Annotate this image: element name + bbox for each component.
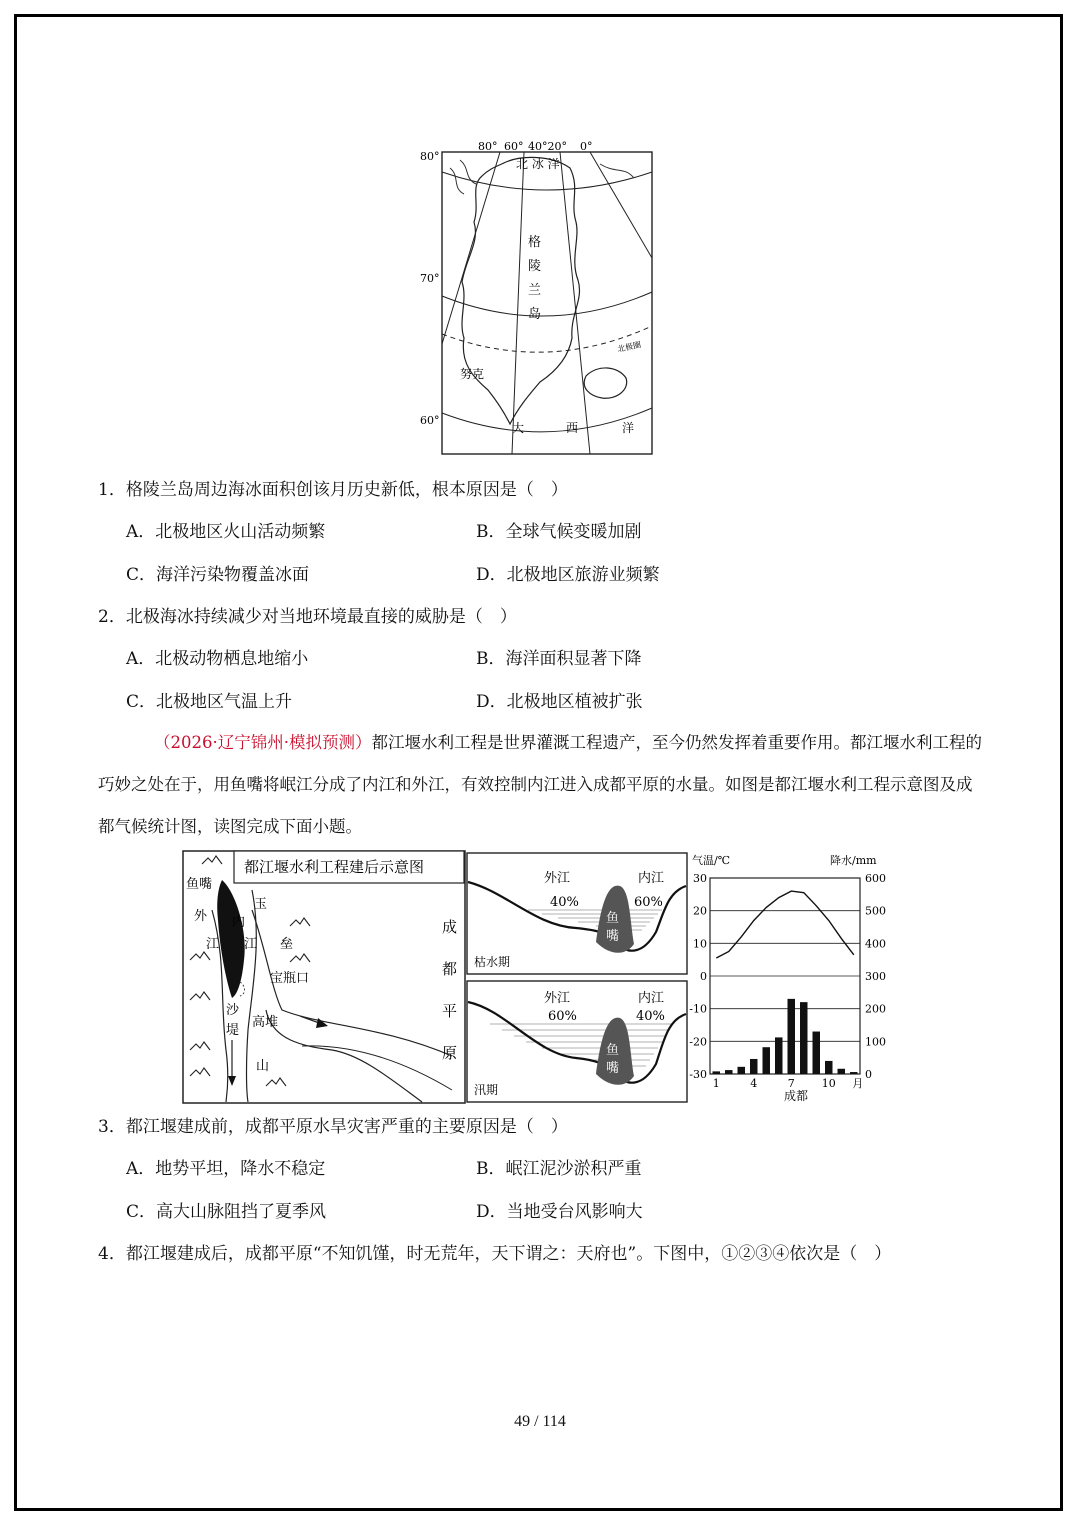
flood-inner-label: 内江 [638,991,665,1006]
q3-option-b[interactable]: B．岷江泥沙淤积严重 [476,1159,642,1179]
temp-tick-label: 0 [700,970,707,983]
precip-bar [750,1059,758,1074]
flood-center-label-2: 嘴 [606,1061,620,1076]
cross-section-flood [466,980,688,1104]
temp-tick-label: 20 [693,904,707,918]
q1-option-c[interactable]: C．海洋污染物覆盖冰面 [126,565,310,585]
question-3-stem: 3．都江堰建成前，成都平原水旱灾害严重的主要原因是（ ） [98,1117,568,1137]
map-frame [442,152,652,454]
precip-bar [813,1032,821,1074]
greenland-label-3: 兰 [528,283,542,298]
atlantic-label-1: 大 [512,421,525,435]
lon-label-60: 60° [504,140,524,153]
dry-outer-pct: 40% [550,895,579,910]
precip-tick-label: 500 [865,904,886,918]
q1-option-b[interactable]: B．全球气候变暖加剧 [476,522,642,542]
plain-label-1: 成 [442,918,458,936]
nuuk-label: 努克 [460,367,485,381]
q3-option-c[interactable]: C．高大山脉阻挡了夏季风 [126,1202,327,1222]
waijiang-label-1: 外 [194,909,208,924]
precip-tick-label: 400 [865,937,886,951]
dry-inner-label: 内江 [638,871,665,886]
q2-option-b[interactable]: B．海洋面积显著下降 [476,649,642,669]
precip-bar [738,1067,746,1074]
precip-bar [838,1069,846,1074]
lon-label-80: 80° [478,140,498,153]
dujiangyan-map [182,850,466,1104]
yulei-label-2: 垒 [280,937,294,952]
temp-tick-label: -30 [689,1068,707,1081]
temp-tick-label: -10 [689,1002,707,1016]
waijiang-label-2: 江 [206,937,220,952]
dry-season-label: 枯水期 [474,955,511,969]
precip-bar [713,1071,721,1074]
q2-option-c[interactable]: C．北极地区气温上升 [126,692,293,712]
month-tick-label: 7 [787,1077,795,1090]
flood-season-label: 汛期 [474,1083,499,1097]
chengdu-climate-chart [688,850,898,1106]
dry-center-label-2: 嘴 [606,929,620,944]
q1-option-d[interactable]: D．北极地区旅游业频繁 [476,565,660,585]
greenland-map [420,138,660,458]
precip-tick-label: 100 [865,1035,886,1049]
plain-label-3: 平 [442,1002,458,1020]
precip-tick-label: 200 [865,1002,886,1016]
arctic-circle-label: 北极圈 [616,340,642,354]
greenland-label-1: 格 [528,235,542,250]
q3-option-a[interactable]: A．地势平坦，降水不稳定 [126,1159,326,1179]
precip-tick-label: 0 [865,1068,872,1081]
dry-center-label-1: 鱼 [606,911,620,926]
page-number: 49 / 114 [514,1413,566,1430]
q3-option-d[interactable]: D．当地受台风影响大 [476,1202,643,1222]
station-label: 成都 [784,1089,809,1103]
greenland-label-4: 岛 [528,307,542,322]
plain-label-4: 原 [442,1044,458,1062]
flood-outer-label: 外江 [544,991,571,1006]
precip-bar [775,1037,783,1074]
temp-tick-label: -20 [689,1035,707,1049]
shadi-label-2: 堤 [226,1023,240,1038]
month-axis-label: 月 [852,1077,864,1090]
precip-bar [788,999,796,1074]
precip-tick-label: 300 [865,970,886,983]
temp-tick-label: 30 [693,872,707,885]
flood-outer-pct: 60% [548,1009,577,1024]
arctic-ocean-label: 北 冰 洋 [516,157,560,171]
intro-text: 都江堰水利工程是世界灌溉工程遗产，至今仍然发挥着重要作用。都江堰水利工程的巧妙之处在于，用鱼嘴将岷江分成了内江和外江，有效控制内江进入成都平原的水量。如图是都江堰水利工程示意图及成都气候统计图，读图完成下面小题。 [98,733,982,836]
baopingkou-label: 宝瓶口 [270,971,310,986]
lon-label-0: 0° [580,140,593,153]
atlantic-label-3: 洋 [622,421,635,435]
dry-inner-pct: 60% [634,895,663,910]
q1-option-a[interactable]: A．北极地区火山活动频繁 [126,522,326,542]
lat-label-70: 70° [420,272,440,285]
q2-option-a[interactable]: A．北极动物栖息地缩小 [126,649,309,669]
greenland-label-2: 陵 [528,259,542,274]
precip-bar [763,1047,771,1074]
month-tick-label: 10 [821,1077,836,1090]
month-tick-label: 1 [712,1077,720,1090]
month-tick-label: 4 [750,1077,758,1090]
neijiang-label-1: 内 [232,915,246,930]
temp-axis-title: 气温/℃ [692,854,731,867]
intro-paragraph [98,722,986,848]
precip-axis-title: 降水/mm [830,854,877,867]
shadi-label-1: 沙 [226,1003,240,1018]
question-2-stem: 2．北极海冰持续减少对当地环境最直接的威胁是（ ） [98,607,517,627]
precip-bar [825,1061,833,1074]
map2-title: 都江堰水利工程建后示意图 [244,858,425,876]
precip-tick-label: 600 [865,872,886,885]
cross-section-dry [466,852,688,976]
gaodui-label: 高堆 [252,1015,279,1030]
question-4-stem: 4．都江堰建成后，成都平原“不知饥馑，时无荒年，天下谓之：天府也”。下图中，①②③④依次是（ ） [98,1244,892,1264]
shan-label: 山 [256,1059,270,1074]
flood-inner-pct: 40% [636,1009,665,1024]
lat-label-60: 60° [420,414,440,427]
atlantic-label-2: 西 [566,421,579,435]
precip-bar [725,1070,733,1074]
precip-bar [800,1002,808,1074]
lat-label-80: 80° [420,150,440,163]
neijiang-label-2: 江 [244,937,258,952]
q2-option-d[interactable]: D．北极地区植被扩张 [476,692,643,712]
yulei-label-1: 玉 [254,897,268,912]
flood-center-label-1: 鱼 [606,1043,620,1058]
dry-outer-label: 外江 [544,871,571,886]
temp-tick-label: 10 [693,937,707,951]
temperature-line [716,891,854,958]
intro-source: （2026·辽宁锦州·模拟预测） [154,733,372,752]
lon-label-40-20: 40°20° [528,140,567,153]
plain-label-2: 都 [442,960,458,978]
precip-bar [850,1072,858,1074]
yuzui-label: 鱼嘴 [186,877,213,892]
question-1-stem: 1．格陵兰岛周边海冰面积创该月历史新低，根本原因是（ ） [98,480,568,500]
